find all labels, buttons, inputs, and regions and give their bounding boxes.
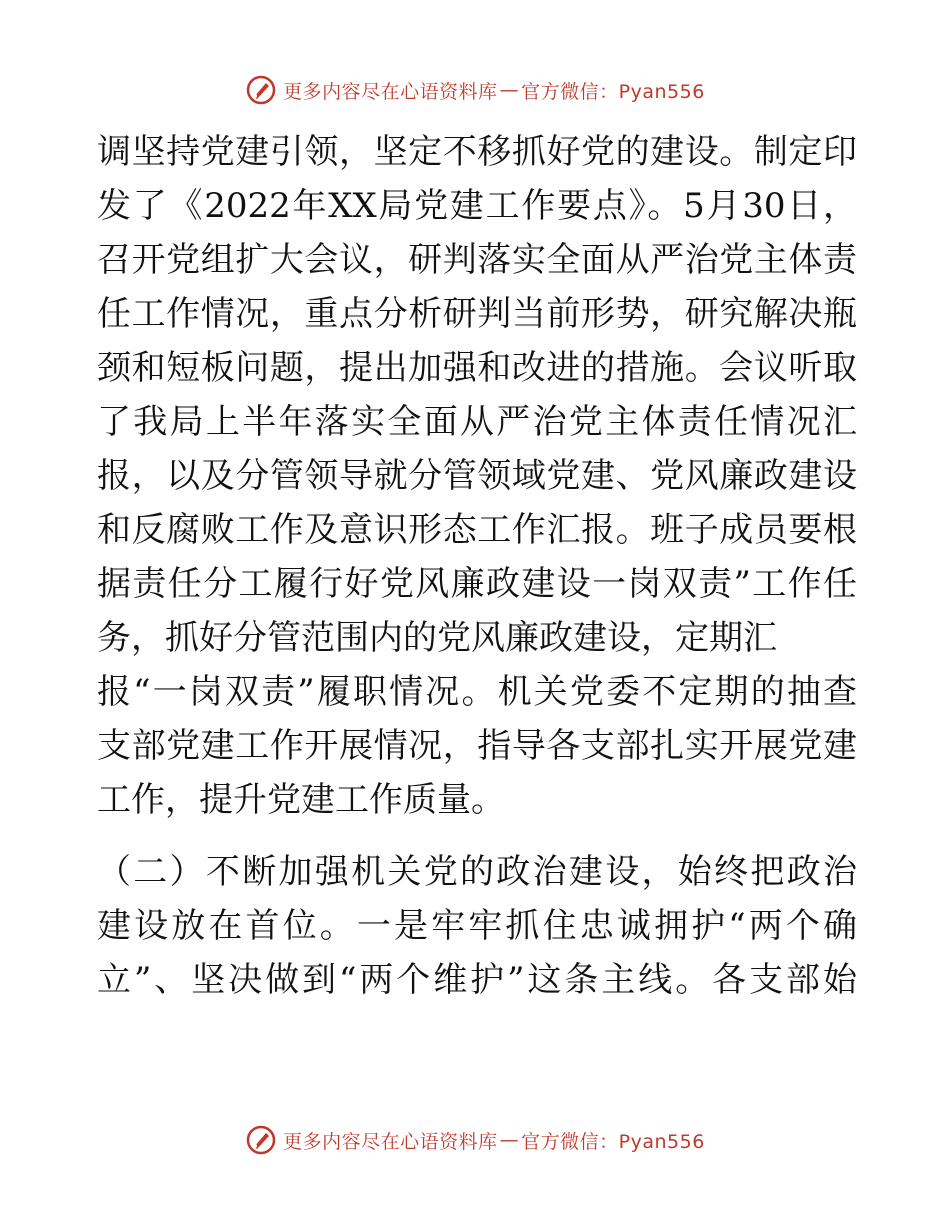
text-line: 工作，提升党建工作质量。 <box>97 780 505 820</box>
text-line: 务，抓好分管范围内的党风廉政建设，定期汇 <box>97 618 777 658</box>
watermark-text: 更多内容尽在心语资料库 <box>283 80 498 103</box>
pen-logo-icon <box>245 1124 277 1156</box>
header-watermark <box>0 72 950 108</box>
watermark-contact: 官方微信：Pyan556 <box>521 80 705 103</box>
document-body <box>97 125 857 1007</box>
paragraph-1 <box>97 125 857 827</box>
text-line: （二）不断加强机关党的政治建设，始终把政治 <box>97 852 857 892</box>
watermark-separator: — <box>499 1129 520 1151</box>
text-line: 调坚持党建引领，坚定不移抓好党的建设。制定印 <box>97 132 857 172</box>
text-line: 和反腐败工作及意识形态工作汇报。班子成员要根 <box>97 510 857 550</box>
text-line: 支部党建工作开展情况，指导各支部扎实开展党建 <box>97 726 857 766</box>
watermark-contact: 官方微信：Pyan556 <box>521 1130 705 1153</box>
text-line: 报“一岗双责”履职情况。机关党委不定期的抽查 <box>97 672 857 712</box>
text-line: 据责任分工履行好党风廉政建设一岗双责”工作任 <box>97 564 857 604</box>
text-line: 报，以及分管领导就分管领域党建、党风廉政建设 <box>97 456 857 496</box>
text-line: 任工作情况，重点分析研判当前形势，研究解决瓶 <box>97 294 857 334</box>
text-line: 建设放在首位。一是牢牢抓住忠诚拥护“两个确 <box>97 906 857 946</box>
text-line: 立”、坚决做到“两个维护”这条主线。各支部始 <box>97 960 857 1000</box>
pen-logo-icon <box>245 74 277 106</box>
paragraph-2 <box>97 845 857 1007</box>
watermark-text: 更多内容尽在心语资料库 <box>283 1130 498 1153</box>
text-line: 发了《2022年XX局党建工作要点》。5月30日， <box>97 186 857 226</box>
footer-watermark <box>0 1122 950 1158</box>
text-line: 颈和短板问题，提出加强和改进的措施。会议听取 <box>97 348 857 388</box>
text-line: 召开党组扩大会议，研判落实全面从严治党主体责 <box>97 240 857 280</box>
text-line: 了我局上半年落实全面从严治党主体责任情况汇 <box>97 402 857 442</box>
watermark-separator: — <box>499 79 520 101</box>
